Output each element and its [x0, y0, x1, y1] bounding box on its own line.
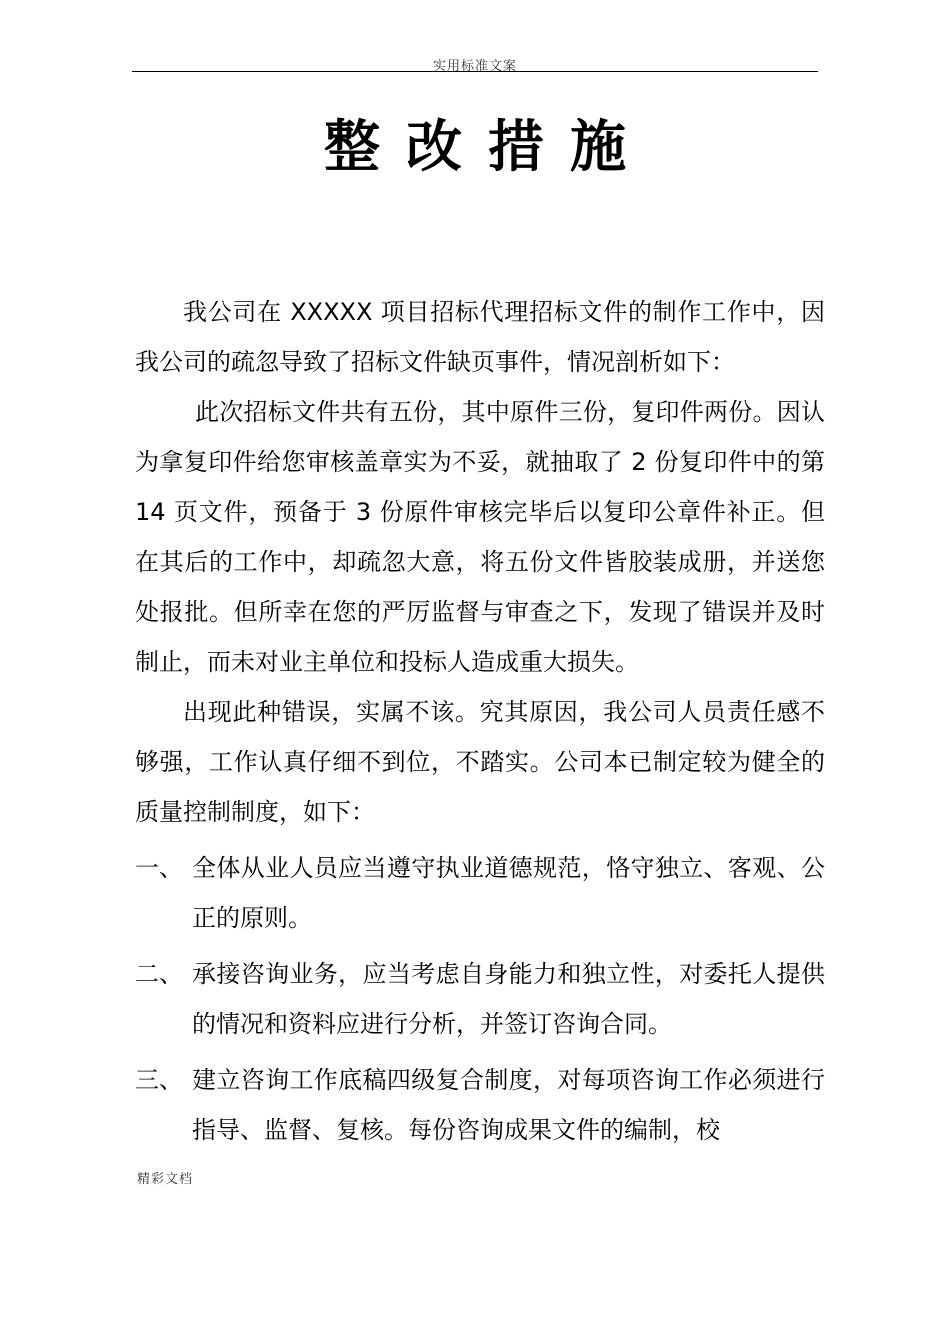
list-item	[135, 943, 825, 1049]
paragraph-details: 此次招标文件共有五份，其中原件三份，复印件两份。因认为拿复印件给您审核盖章实为不妥，就抽取了 2 份复印件中的第 14 页文件，预备于 3 份原件审核完毕后以复印公章件补正。但在其后的工作中，却疏忽大意，将五份文件皆胶装成册，并送您处报批。但所幸在您的严厉监督与审查之下，发现了错误并及时制止，而未对业主单位和投标人造成重大损失。	[135, 398, 825, 676]
paragraph-intro: 我公司在 XXXXX 项目招标代理招标文件的制作工作中，因我公司的疏忽导致了招标文件缺页事件，情况剖析如下：	[135, 298, 825, 376]
document-title: 整改措施	[324, 115, 652, 180]
document-body	[135, 287, 825, 1155]
list-item-text: 建立咨询工作底稿四级复合制度，对每项咨询工作必须进行指导、监督、复核。每份咨询成果文件的编制，校	[192, 1066, 825, 1144]
list-item	[135, 1049, 825, 1155]
list-item-text: 承接咨询业务，应当考虑自身能力和独立性，对委托人提供的情况和资料应进行分析，并签订咨询合同。	[192, 960, 825, 1038]
paragraph-cause: 出现此种错误，实属不该。究其原因，我公司人员责任感不够强，工作认真仔细不到位，不踏实。公司本已制定较为健全的质量控制制度，如下：	[135, 698, 825, 826]
page-header-text: 实用标准文案	[432, 59, 517, 74]
list-item	[135, 837, 825, 943]
list-marker: 二、	[135, 960, 183, 988]
list-item-text: 全体从业人员应当遵守执业道德规范，恪守独立、客观、公正的原则。	[192, 854, 825, 932]
header-divider	[132, 71, 818, 72]
page-footer-text: 精彩文档	[137, 1172, 194, 1187]
list-marker: 三、	[135, 1066, 183, 1094]
list-marker: 一、	[135, 854, 183, 882]
